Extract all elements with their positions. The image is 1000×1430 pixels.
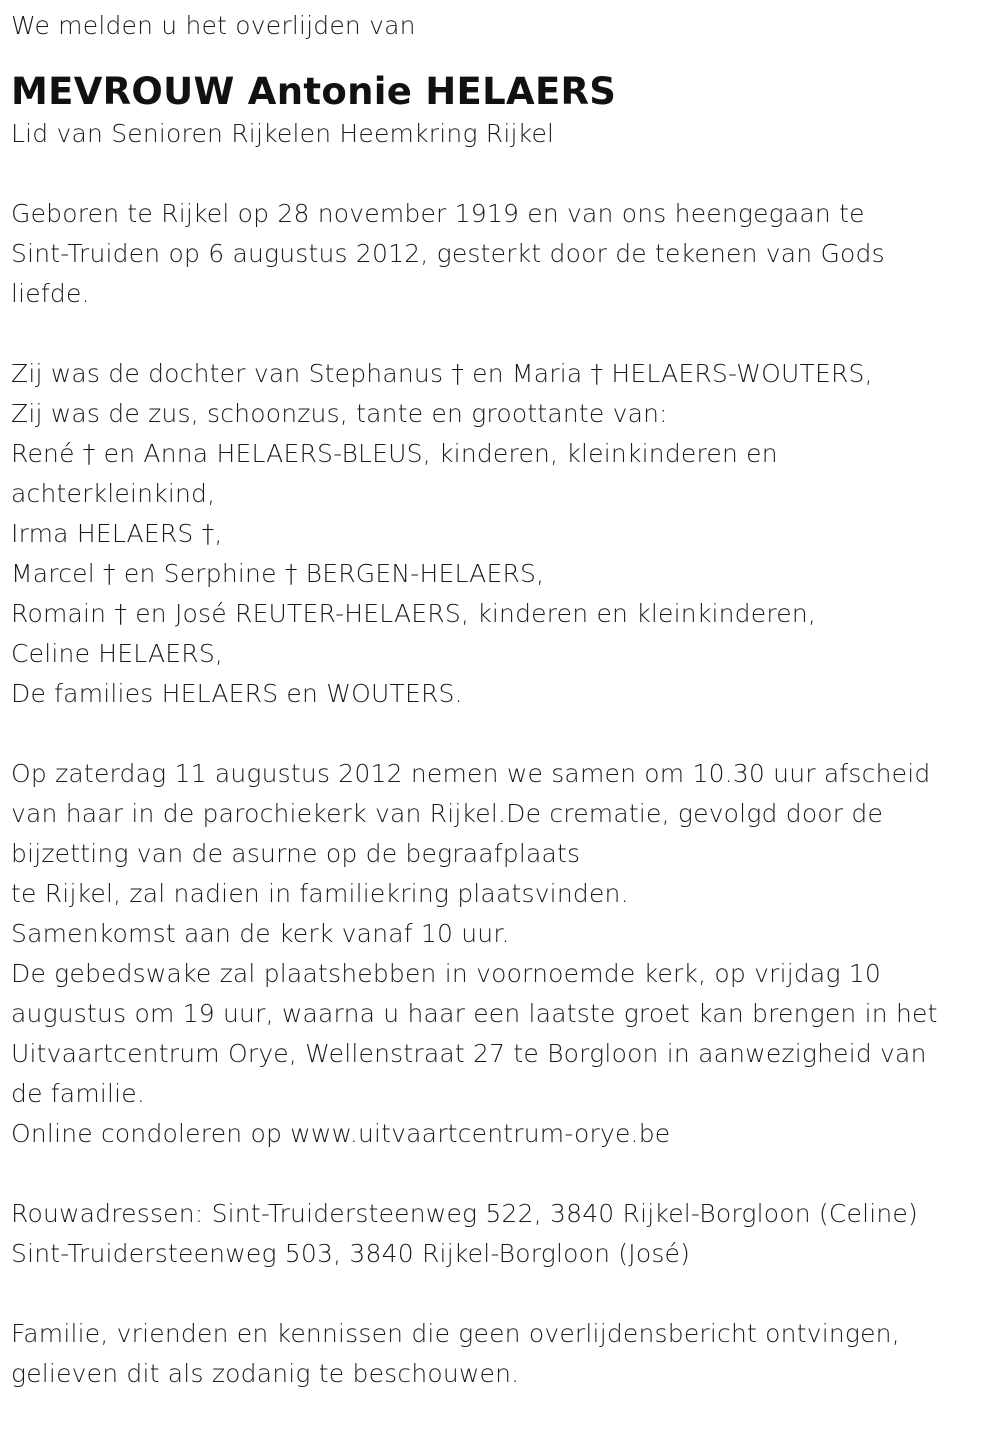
ceremony-line: de familie. bbox=[11, 1079, 146, 1108]
family-paragraph bbox=[11, 354, 991, 714]
affiliation-text: Lid van Senioren Rijkelen Heemkring Rijkel bbox=[11, 119, 555, 148]
family-line: Romain † en José REUTER-HELAERS, kinderen en kleinkinderen, bbox=[11, 599, 817, 628]
family-line: Celine HELAERS, bbox=[11, 639, 224, 668]
address-paragraph bbox=[11, 1194, 991, 1274]
condolence-link-line: Online condoleren op www.uitvaartcentrum-orye.be bbox=[11, 1119, 671, 1148]
ceremony-line: van haar in de parochiekerk van Rijkel.De crematie, gevolgd door de bbox=[11, 799, 884, 828]
ceremony-line: bijzetting van de asurne op de begraafplaats bbox=[11, 839, 581, 868]
family-line: De families HELAERS en WOUTERS. bbox=[11, 679, 463, 708]
spacer bbox=[11, 154, 991, 194]
spacer bbox=[11, 314, 991, 354]
closing-paragraph bbox=[11, 1314, 991, 1394]
closing-line: Familie, vrienden en kennissen die geen overlijdensbericht ontvingen, bbox=[11, 1319, 900, 1348]
ceremony-line: Samenkomst aan de kerk vanaf 10 uur. bbox=[11, 919, 510, 948]
spacer bbox=[11, 714, 991, 754]
birth-line: Geboren te Rijkel op 28 november 1919 en van ons heengegaan te bbox=[11, 199, 865, 228]
ceremony-line: De gebedswake zal plaatshebben in voornoemde kerk, op vrijdag 10 bbox=[11, 959, 882, 988]
closing-line: gelieven dit als zodanig te beschouwen. bbox=[11, 1359, 520, 1388]
deceased-name: MEVROUW Antonie HELAERS bbox=[11, 70, 617, 113]
spacer bbox=[11, 1154, 991, 1194]
ceremony-line: Uitvaartcentrum Orye, Wellenstraat 27 te Borgloon in aanwezigheid van bbox=[11, 1039, 927, 1068]
family-line: Marcel † en Serphine † BERGEN-HELAERS, bbox=[11, 559, 545, 588]
obituary-document bbox=[11, 6, 991, 1394]
family-line: Zij was de dochter van Stephanus † en Maria † HELAERS-WOUTERS, bbox=[11, 359, 873, 388]
family-line: achterkleinkind, bbox=[11, 479, 216, 508]
family-line: René † en Anna HELAERS-BLEUS, kinderen, kleinkinderen en bbox=[11, 439, 778, 468]
ceremony-line: Op zaterdag 11 augustus 2012 nemen we samen om 10.30 uur afscheid bbox=[11, 759, 931, 788]
ceremony-line: te Rijkel, zal nadien in familiekring plaatsvinden. bbox=[11, 879, 629, 908]
intro-text: We melden u het overlijden van bbox=[11, 11, 416, 40]
birth-paragraph bbox=[11, 194, 991, 314]
family-line: Irma HELAERS †, bbox=[11, 519, 223, 548]
address-line: Sint-Truidersteenweg 503, 3840 Rijkel-Borgloon (José) bbox=[11, 1239, 691, 1268]
spacer bbox=[11, 1274, 991, 1314]
birth-line: Sint-Truiden op 6 augustus 2012, gesterkt door de tekenen van Gods bbox=[11, 239, 885, 268]
address-line: Rouwadressen: Sint-Truidersteenweg 522, 3840 Rijkel-Borgloon (Celine) bbox=[11, 1199, 918, 1228]
family-line: Zij was de zus, schoonzus, tante en groottante van: bbox=[11, 399, 668, 428]
ceremony-paragraph bbox=[11, 754, 991, 1154]
birth-line: liefde. bbox=[11, 279, 90, 308]
ceremony-line: augustus om 19 uur, waarna u haar een laatste groet kan brengen in het bbox=[11, 999, 938, 1028]
